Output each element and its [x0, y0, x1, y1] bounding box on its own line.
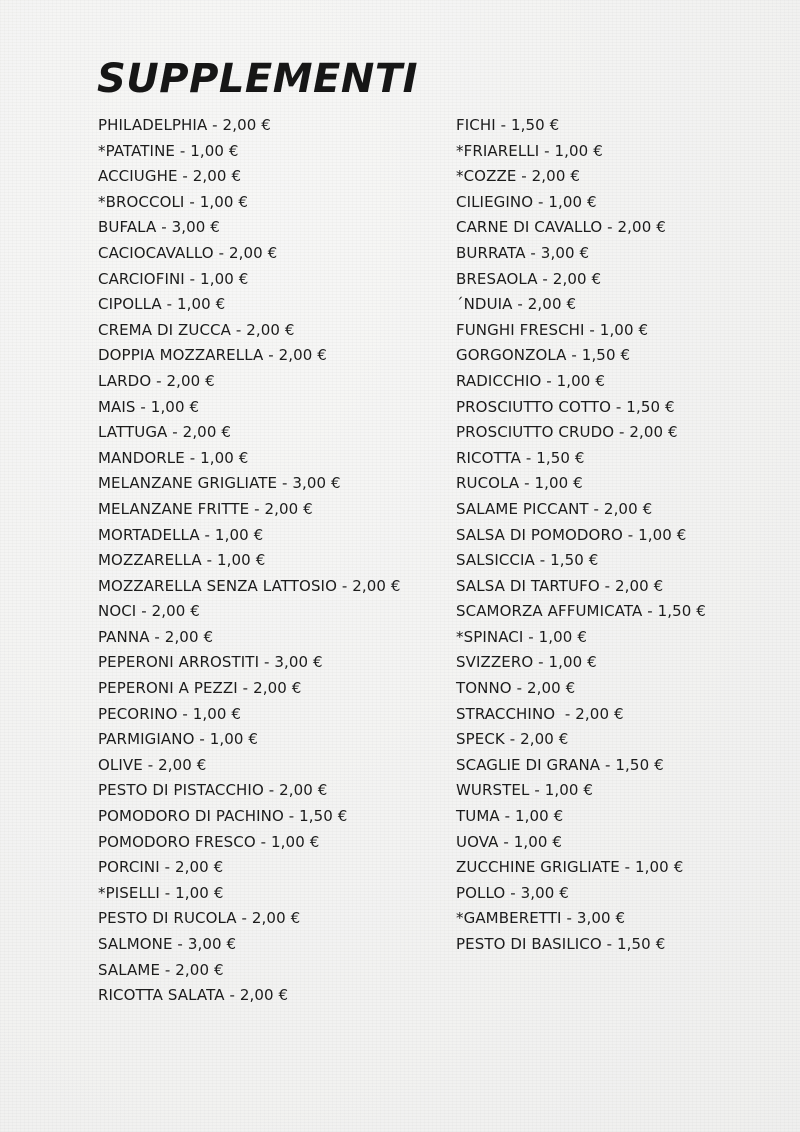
supplement-item: ZUCCHINE GRIGLIATE - 1,00 €	[456, 858, 684, 877]
supplement-item: SALSA DI TARTUFO - 2,00 €	[456, 576, 664, 595]
supplement-item: RUCOLA - 1,00 €	[456, 474, 583, 493]
supplements-list-left	[98, 113, 401, 1009]
supplement-item: BUFALA - 3,00 €	[98, 218, 220, 237]
supplement-item: RICOTTA SALATA - 2,00 €	[98, 986, 289, 1005]
supplement-item: SALSICCIA - 1,50 €	[456, 551, 599, 570]
supplement-item: SALAME PICCANT - 2,00 €	[456, 499, 653, 518]
supplement-item: CARCIOFINI - 1,00 €	[98, 269, 249, 288]
supplement-item: FICHI - 1,50 €	[456, 116, 560, 134]
supplement-item: CARNE DI CAVALLO - 2,00 €	[456, 218, 666, 237]
supplements-list-right	[456, 113, 706, 958]
supplement-item: OLIVE - 2,00 €	[98, 755, 207, 774]
supplement-item: SALAME - 2,00 €	[98, 960, 224, 979]
supplement-item: *PISELLI - 1,00 €	[98, 883, 224, 902]
supplement-item: *GAMBERETTI - 3,00 €	[456, 909, 626, 928]
supplement-item: TUMA - 1,00 €	[456, 807, 564, 826]
supplement-item: SCAGLIE DI GRANA - 1,50 €	[456, 755, 664, 774]
supplement-item: ACCIUGHE - 2,00 €	[98, 167, 242, 186]
supplement-item: PESTO DI RUCOLA - 2,00 €	[98, 909, 301, 928]
supplement-item: TONNO - 2,00 €	[456, 679, 576, 698]
supplement-item: PESTO DI PISTACCHIO - 2,00 €	[98, 781, 328, 800]
supplement-item: PEPERONI ARROSTITI - 3,00 €	[98, 653, 323, 672]
supplement-item: PHILADELPHIA - 2,00 €	[98, 116, 271, 134]
supplement-item: PANNA - 2,00 €	[98, 627, 214, 646]
supplement-item: SALSA DI POMODORO - 1,00 €	[456, 525, 687, 544]
supplement-item: POMODORO FRESCO - 1,00 €	[98, 832, 320, 851]
supplement-item: MOZZARELLA - 1,00 €	[98, 551, 266, 570]
supplement-item: POLLO - 3,00 €	[456, 883, 569, 902]
supplement-item: RADICCHIO - 1,00 €	[456, 371, 605, 390]
supplement-item: MOZZARELLA SENZA LATTOSIO - 2,00 €	[98, 576, 401, 595]
supplement-item: *PATATINE - 1,00 €	[98, 141, 239, 160]
supplement-item: SVIZZERO - 1,00 €	[456, 653, 597, 672]
supplement-item: *SPINACI - 1,00 €	[456, 627, 587, 646]
supplement-item: CILIEGINO - 1,00 €	[456, 192, 597, 211]
supplement-item: SCAMORZA AFFUMICATA - 1,50 €	[456, 602, 706, 621]
supplement-item: DOPPIA MOZZARELLA - 2,00 €	[98, 346, 327, 365]
supplement-item: WURSTEL - 1,00 €	[456, 781, 594, 800]
supplement-item: MORTADELLA - 1,00 €	[98, 525, 264, 544]
supplement-item: *FRIARELLI - 1,00 €	[456, 141, 603, 160]
supplement-item: RICOTTA - 1,50 €	[456, 448, 585, 467]
supplement-item: PORCINI - 2,00 €	[98, 858, 224, 877]
supplement-item: PARMIGIANO - 1,00 €	[98, 730, 259, 749]
supplement-item: LATTUGA - 2,00 €	[98, 423, 231, 442]
supplement-item: MELANZANE GRIGLIATE - 3,00 €	[98, 474, 341, 493]
supplement-item: ´NDUIA - 2,00 €	[456, 295, 577, 314]
supplement-item: PROSCIUTTO CRUDO - 2,00 €	[456, 423, 678, 442]
supplement-item: CACIOCAVALLO - 2,00 €	[98, 243, 278, 262]
supplement-item: GORGONZOLA - 1,50 €	[456, 346, 631, 365]
supplement-item: PESTO DI BASILICO - 1,50 €	[456, 935, 666, 953]
supplement-item: SALMONE - 3,00 €	[98, 935, 237, 953]
supplement-item: PROSCIUTTO COTTO - 1,50 €	[456, 397, 675, 416]
supplement-item: SPECK - 2,00 €	[456, 730, 569, 749]
supplement-item: UOVA - 1,00 €	[456, 832, 563, 851]
supplement-item: BURRATA - 3,00 €	[456, 243, 590, 262]
supplement-item: *BROCCOLI - 1,00 €	[98, 192, 249, 211]
supplement-item: *COZZE - 2,00 €	[456, 167, 580, 186]
supplement-item: FUNGHI FRESCHI - 1,00 €	[456, 320, 649, 339]
supplement-item: LARDO - 2,00 €	[98, 371, 215, 390]
supplement-item: MANDORLE - 1,00 €	[98, 448, 249, 467]
supplement-item: CREMA DI ZUCCA - 2,00 €	[98, 320, 295, 339]
supplement-item: PECORINO - 1,00 €	[98, 704, 242, 723]
supplement-item: CIPOLLA - 1,00 €	[98, 295, 226, 314]
supplement-item: MELANZANE FRITTE - 2,00 €	[98, 499, 313, 518]
supplement-item: BRESAOLA - 2,00 €	[456, 269, 602, 288]
supplement-item: MAIS - 1,00 €	[98, 397, 200, 416]
supplement-item: STRACCHINO - 2,00 €	[456, 704, 624, 723]
supplement-item: NOCI - 2,00 €	[98, 602, 200, 621]
supplement-item: POMODORO DI PACHINO - 1,50 €	[98, 807, 348, 826]
supplement-item: PEPERONI A PEZZI - 2,00 €	[98, 679, 302, 698]
page-title: SUPPLEMENTI	[97, 56, 419, 102]
